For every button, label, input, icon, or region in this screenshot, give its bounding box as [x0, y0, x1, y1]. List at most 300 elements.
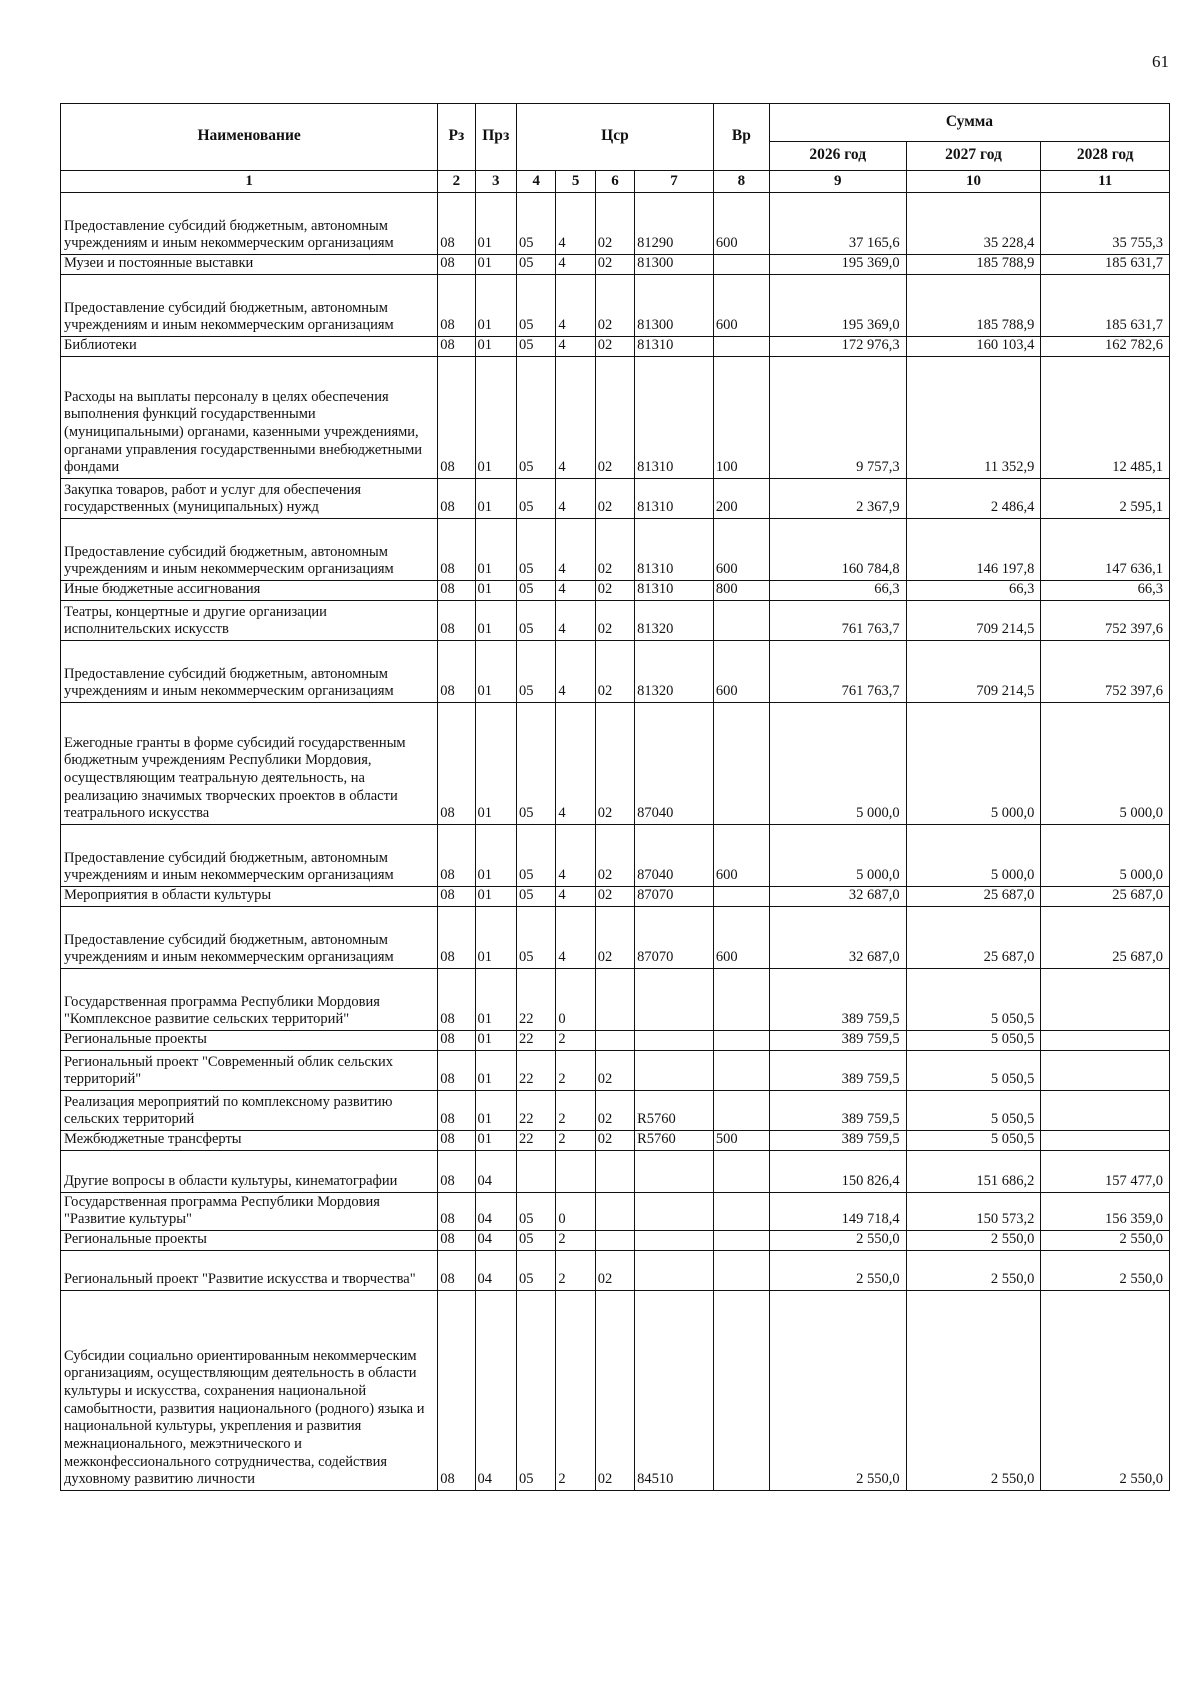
table-row [61, 1031, 1170, 1051]
row-prz: 04 [475, 1291, 516, 1491]
table-row [61, 357, 1170, 479]
row-csr-type: 4 [556, 357, 595, 479]
row-csr-direction [635, 1031, 714, 1051]
row-name: Региональный проект "Развитие искусства и творчества" [61, 1251, 438, 1291]
table-header [61, 104, 1170, 193]
row-name: Реализация мероприятий по комплексному развитию сельских территорий [61, 1091, 438, 1131]
row-csr-subprogram [595, 1193, 634, 1231]
row-csr-program: 05 [517, 519, 556, 581]
row-csr-direction: R5760 [635, 1131, 714, 1151]
row-csr-subprogram: 02 [595, 887, 634, 907]
row-csr-type: 2 [556, 1091, 595, 1131]
column-number: 8 [713, 171, 769, 193]
row-amount-2028: 157 477,0 [1041, 1151, 1170, 1193]
row-rz: 08 [438, 1131, 475, 1151]
row-amount-2026: 2 550,0 [769, 1231, 906, 1251]
row-csr-type: 4 [556, 641, 595, 703]
row-prz: 01 [475, 825, 516, 887]
table-row [61, 1231, 1170, 1251]
row-prz: 01 [475, 1031, 516, 1051]
row-name: Закупка товаров, работ и услуг для обеспечения государственных (муниципальных) нужд [61, 479, 438, 519]
row-prz: 01 [475, 969, 516, 1031]
row-rz: 08 [438, 825, 475, 887]
row-vr [713, 337, 769, 357]
row-csr-type: 2 [556, 1291, 595, 1491]
row-rz: 08 [438, 255, 475, 275]
row-name: Региональные проекты [61, 1031, 438, 1051]
row-name: Предоставление субсидий бюджетным, автономным учреждениям и иным некоммерческим организациям [61, 193, 438, 255]
column-number: 3 [475, 171, 516, 193]
row-name: Межбюджетные трансферты [61, 1131, 438, 1151]
row-prz: 01 [475, 907, 516, 969]
row-amount-2026: 150 826,4 [769, 1151, 906, 1193]
column-number: 10 [906, 171, 1041, 193]
row-csr-type: 2 [556, 1251, 595, 1291]
row-amount-2026: 66,3 [769, 581, 906, 601]
row-amount-2026: 160 784,8 [769, 519, 906, 581]
row-amount-2027: 5 050,5 [906, 1131, 1041, 1151]
row-amount-2028: 35 755,3 [1041, 193, 1170, 255]
row-amount-2027: 709 214,5 [906, 641, 1041, 703]
row-rz: 08 [438, 275, 475, 337]
row-name: Библиотеки [61, 337, 438, 357]
row-rz: 08 [438, 1251, 475, 1291]
row-rz: 08 [438, 581, 475, 601]
row-csr-program: 05 [517, 255, 556, 275]
row-csr-type: 4 [556, 519, 595, 581]
row-amount-2028: 2 550,0 [1041, 1251, 1170, 1291]
row-amount-2027: 5 050,5 [906, 1091, 1041, 1131]
row-amount-2026: 37 165,6 [769, 193, 906, 255]
row-prz: 01 [475, 1091, 516, 1131]
column-number: 6 [595, 171, 634, 193]
row-amount-2027: 185 788,9 [906, 275, 1041, 337]
table-row [61, 641, 1170, 703]
row-vr [713, 1193, 769, 1231]
row-csr-type: 2 [556, 1231, 595, 1251]
row-rz: 08 [438, 1091, 475, 1131]
row-prz: 01 [475, 581, 516, 601]
row-vr: 600 [713, 825, 769, 887]
row-csr-subprogram: 02 [595, 519, 634, 581]
row-amount-2027: 2 486,4 [906, 479, 1041, 519]
row-csr-direction: 81320 [635, 601, 714, 641]
row-csr-program: 05 [517, 337, 556, 357]
row-csr-direction: 81300 [635, 255, 714, 275]
row-prz: 01 [475, 641, 516, 703]
table-row [61, 907, 1170, 969]
row-amount-2027: 25 687,0 [906, 887, 1041, 907]
row-csr-subprogram: 02 [595, 255, 634, 275]
row-csr-direction: 81290 [635, 193, 714, 255]
row-rz: 08 [438, 1151, 475, 1193]
header-prz: Прз [475, 104, 516, 171]
row-prz: 01 [475, 887, 516, 907]
row-amount-2026: 195 369,0 [769, 255, 906, 275]
row-csr-program: 22 [517, 1031, 556, 1051]
row-csr-subprogram: 02 [595, 641, 634, 703]
row-amount-2026: 761 763,7 [769, 601, 906, 641]
row-csr-direction: 81310 [635, 357, 714, 479]
table-row [61, 1131, 1170, 1151]
row-amount-2027: 25 687,0 [906, 907, 1041, 969]
table-row [61, 601, 1170, 641]
row-amount-2026: 2 367,9 [769, 479, 906, 519]
row-amount-2027: 66,3 [906, 581, 1041, 601]
row-amount-2028: 66,3 [1041, 581, 1170, 601]
row-amount-2028: 162 782,6 [1041, 337, 1170, 357]
row-rz: 08 [438, 1051, 475, 1091]
row-csr-program: 22 [517, 1091, 556, 1131]
row-vr [713, 887, 769, 907]
table-body [61, 193, 1170, 1491]
row-prz: 04 [475, 1251, 516, 1291]
row-amount-2026: 32 687,0 [769, 907, 906, 969]
row-prz: 04 [475, 1151, 516, 1193]
row-amount-2026: 389 759,5 [769, 1091, 906, 1131]
row-vr [713, 601, 769, 641]
row-csr-type: 4 [556, 275, 595, 337]
row-csr-subprogram: 02 [595, 1051, 634, 1091]
row-csr-subprogram: 02 [595, 193, 634, 255]
column-number: 2 [438, 171, 475, 193]
row-amount-2027: 160 103,4 [906, 337, 1041, 357]
row-amount-2026: 172 976,3 [769, 337, 906, 357]
row-name: Региональные проекты [61, 1231, 438, 1251]
table-row [61, 703, 1170, 825]
row-amount-2027: 35 228,4 [906, 193, 1041, 255]
table-row [61, 1251, 1170, 1291]
row-prz: 01 [475, 275, 516, 337]
row-amount-2026: 5 000,0 [769, 825, 906, 887]
row-vr [713, 1231, 769, 1251]
row-csr-subprogram [595, 1231, 634, 1251]
row-amount-2027: 151 686,2 [906, 1151, 1041, 1193]
row-amount-2028: 25 687,0 [1041, 907, 1170, 969]
row-amount-2026: 389 759,5 [769, 1131, 906, 1151]
row-csr-type [556, 1151, 595, 1193]
row-csr-direction: 81310 [635, 581, 714, 601]
table-row [61, 1193, 1170, 1231]
column-number: 9 [769, 171, 906, 193]
row-amount-2026: 389 759,5 [769, 1051, 906, 1091]
row-csr-type: 4 [556, 825, 595, 887]
table-row [61, 1291, 1170, 1491]
row-name: Ежегодные гранты в форме субсидий государственным бюджетным учреждениям Республики Мордовия, осуществляющим театральную деятельность, на реализацию значимых творческих проектов в области театрального искусства [61, 703, 438, 825]
row-amount-2028 [1041, 1131, 1170, 1151]
row-vr: 800 [713, 581, 769, 601]
row-amount-2028: 185 631,7 [1041, 255, 1170, 275]
row-vr: 100 [713, 357, 769, 479]
row-csr-program: 05 [517, 825, 556, 887]
row-csr-program: 05 [517, 357, 556, 479]
table-row [61, 969, 1170, 1031]
row-csr-type: 4 [556, 337, 595, 357]
row-csr-type: 4 [556, 479, 595, 519]
row-name: Другие вопросы в области культуры, кинематографии [61, 1151, 438, 1193]
row-amount-2027: 5 050,5 [906, 969, 1041, 1031]
row-csr-type: 4 [556, 193, 595, 255]
row-name: Предоставление субсидий бюджетным, автономным учреждениям и иным некоммерческим организациям [61, 825, 438, 887]
row-amount-2028 [1041, 1051, 1170, 1091]
row-amount-2026: 2 550,0 [769, 1291, 906, 1491]
row-rz: 08 [438, 641, 475, 703]
row-amount-2026: 32 687,0 [769, 887, 906, 907]
table-row [61, 887, 1170, 907]
row-name: Предоставление субсидий бюджетным, автономным учреждениям и иным некоммерческим организациям [61, 275, 438, 337]
row-amount-2027: 2 550,0 [906, 1291, 1041, 1491]
row-csr-direction [635, 1193, 714, 1231]
row-csr-type: 2 [556, 1051, 595, 1091]
row-csr-direction: 84510 [635, 1291, 714, 1491]
row-csr-program: 05 [517, 1251, 556, 1291]
row-name: Субсидии социально ориентированным некоммерческим организациям, осуществляющим деятельность в области культуры и искусства, сохранения национальной самобытности, развития национального (родного) языка и национальной культуры, укрепления и развития межнационального, межэтнического и межконфессионального сотрудничества, содействия духовному развитию личности [61, 1291, 438, 1491]
row-prz: 04 [475, 1231, 516, 1251]
row-csr-subprogram [595, 1031, 634, 1051]
row-csr-type: 0 [556, 969, 595, 1031]
row-csr-subprogram: 02 [595, 581, 634, 601]
row-prz: 01 [475, 601, 516, 641]
row-amount-2028: 2 550,0 [1041, 1291, 1170, 1491]
row-amount-2027: 150 573,2 [906, 1193, 1041, 1231]
table-row [61, 255, 1170, 275]
header-year-2027: 2027 год [906, 142, 1041, 171]
row-csr-program: 22 [517, 1131, 556, 1151]
row-name: Театры, концертные и другие организации исполнительских искусств [61, 601, 438, 641]
row-vr [713, 703, 769, 825]
row-amount-2028: 2 595,1 [1041, 479, 1170, 519]
row-name: Расходы на выплаты персоналу в целях обеспечения выполнения функций государственными (муниципальными) органами, казенными учреждениями, органами управления государственными внебюджетными фондами [61, 357, 438, 479]
row-rz: 08 [438, 1193, 475, 1231]
row-amount-2027: 2 550,0 [906, 1231, 1041, 1251]
row-csr-direction: R5760 [635, 1091, 714, 1131]
row-amount-2026: 149 718,4 [769, 1193, 906, 1231]
row-amount-2028: 752 397,6 [1041, 601, 1170, 641]
row-csr-subprogram: 02 [595, 357, 634, 479]
row-amount-2027: 5 050,5 [906, 1031, 1041, 1051]
row-amount-2026: 9 757,3 [769, 357, 906, 479]
row-csr-direction: 81310 [635, 337, 714, 357]
row-vr [713, 1151, 769, 1193]
row-csr-subprogram: 02 [595, 1091, 634, 1131]
table-row [61, 1091, 1170, 1131]
column-number: 4 [517, 171, 556, 193]
row-amount-2028 [1041, 1091, 1170, 1131]
row-amount-2026: 389 759,5 [769, 969, 906, 1031]
row-csr-program: 22 [517, 969, 556, 1031]
table-row [61, 337, 1170, 357]
row-prz: 01 [475, 1131, 516, 1151]
row-csr-program: 05 [517, 1193, 556, 1231]
row-prz: 01 [475, 519, 516, 581]
header-year-2026: 2026 год [769, 142, 906, 171]
row-csr-program: 05 [517, 1231, 556, 1251]
row-csr-subprogram: 02 [595, 703, 634, 825]
row-csr-subprogram: 02 [595, 1251, 634, 1291]
column-number: 1 [61, 171, 438, 193]
row-csr-program: 22 [517, 1051, 556, 1091]
row-csr-direction: 81310 [635, 479, 714, 519]
row-vr [713, 255, 769, 275]
row-vr [713, 1091, 769, 1131]
row-amount-2027: 185 788,9 [906, 255, 1041, 275]
row-prz: 04 [475, 1193, 516, 1231]
row-csr-subprogram [595, 969, 634, 1031]
row-csr-program: 05 [517, 1291, 556, 1491]
row-vr: 600 [713, 193, 769, 255]
header-rz: Рз [438, 104, 475, 171]
row-vr: 600 [713, 275, 769, 337]
row-name: Мероприятия в области культуры [61, 887, 438, 907]
row-csr-direction: 87070 [635, 907, 714, 969]
row-amount-2028: 156 359,0 [1041, 1193, 1170, 1231]
row-vr [713, 1291, 769, 1491]
row-amount-2028 [1041, 1031, 1170, 1051]
row-csr-subprogram: 02 [595, 479, 634, 519]
row-csr-subprogram: 02 [595, 907, 634, 969]
table-row [61, 275, 1170, 337]
row-amount-2026: 5 000,0 [769, 703, 906, 825]
row-amount-2027: 2 550,0 [906, 1251, 1041, 1291]
row-amount-2028: 12 485,1 [1041, 357, 1170, 479]
table-row [61, 581, 1170, 601]
row-csr-subprogram: 02 [595, 275, 634, 337]
row-amount-2028: 752 397,6 [1041, 641, 1170, 703]
row-csr-type: 0 [556, 1193, 595, 1231]
row-amount-2027: 11 352,9 [906, 357, 1041, 479]
budget-table [60, 103, 1170, 1491]
row-csr-type: 2 [556, 1031, 595, 1051]
header-year-2028: 2028 год [1041, 142, 1170, 171]
row-csr-program: 05 [517, 887, 556, 907]
row-prz: 01 [475, 479, 516, 519]
row-vr: 600 [713, 519, 769, 581]
column-number: 11 [1041, 171, 1170, 193]
row-rz: 08 [438, 1031, 475, 1051]
row-amount-2028: 147 636,1 [1041, 519, 1170, 581]
row-csr-direction: 81320 [635, 641, 714, 703]
row-csr-program: 05 [517, 641, 556, 703]
row-rz: 08 [438, 601, 475, 641]
row-amount-2028: 5 000,0 [1041, 703, 1170, 825]
row-amount-2026: 2 550,0 [769, 1251, 906, 1291]
table-row [61, 519, 1170, 581]
row-amount-2026: 389 759,5 [769, 1031, 906, 1051]
row-csr-direction [635, 1151, 714, 1193]
row-rz: 08 [438, 519, 475, 581]
row-vr [713, 969, 769, 1031]
header-name: Наименование [61, 104, 438, 171]
row-rz: 08 [438, 337, 475, 357]
table-row [61, 479, 1170, 519]
row-csr-subprogram: 02 [595, 1291, 634, 1491]
row-name: Музеи и постоянные выставки [61, 255, 438, 275]
row-name: Государственная программа Республики Мордовия "Развитие культуры" [61, 1193, 438, 1231]
row-prz: 01 [475, 193, 516, 255]
row-csr-subprogram [595, 1151, 634, 1193]
header-vr: Вр [713, 104, 769, 171]
row-csr-subprogram: 02 [595, 337, 634, 357]
row-csr-subprogram: 02 [595, 1131, 634, 1151]
row-csr-program: 05 [517, 907, 556, 969]
row-csr-program: 05 [517, 479, 556, 519]
row-prz: 01 [475, 357, 516, 479]
row-vr [713, 1051, 769, 1091]
row-rz: 08 [438, 887, 475, 907]
row-amount-2028 [1041, 969, 1170, 1031]
row-amount-2026: 195 369,0 [769, 275, 906, 337]
row-rz: 08 [438, 357, 475, 479]
row-csr-program: 05 [517, 601, 556, 641]
header-csr: Цср [517, 104, 714, 171]
row-amount-2027: 5 000,0 [906, 825, 1041, 887]
row-csr-type: 4 [556, 255, 595, 275]
row-amount-2027: 5 000,0 [906, 703, 1041, 825]
row-csr-type: 4 [556, 601, 595, 641]
header-sum: Сумма [769, 104, 1169, 142]
row-rz: 08 [438, 193, 475, 255]
column-number: 5 [556, 171, 595, 193]
row-csr-direction: 81300 [635, 275, 714, 337]
row-csr-program: 05 [517, 193, 556, 255]
row-rz: 08 [438, 907, 475, 969]
row-csr-direction [635, 1051, 714, 1091]
row-csr-direction: 87040 [635, 703, 714, 825]
row-amount-2028: 185 631,7 [1041, 275, 1170, 337]
row-prz: 01 [475, 1051, 516, 1091]
row-csr-subprogram: 02 [595, 601, 634, 641]
row-csr-direction [635, 1251, 714, 1291]
row-vr: 600 [713, 907, 769, 969]
row-name: Региональный проект "Современный облик сельских территорий" [61, 1051, 438, 1091]
row-amount-2026: 761 763,7 [769, 641, 906, 703]
table-row [61, 1151, 1170, 1193]
row-csr-type: 2 [556, 1131, 595, 1151]
row-csr-program: 05 [517, 703, 556, 825]
row-rz: 08 [438, 703, 475, 825]
row-amount-2027: 5 050,5 [906, 1051, 1041, 1091]
row-vr: 500 [713, 1131, 769, 1151]
row-vr [713, 1251, 769, 1291]
row-prz: 01 [475, 337, 516, 357]
row-amount-2027: 709 214,5 [906, 601, 1041, 641]
row-rz: 08 [438, 1231, 475, 1251]
row-csr-type: 4 [556, 581, 595, 601]
table-row [61, 825, 1170, 887]
page-number: 61 [1152, 52, 1169, 71]
row-prz: 01 [475, 703, 516, 825]
row-csr-direction: 87040 [635, 825, 714, 887]
row-vr [713, 1031, 769, 1051]
row-csr-program [517, 1151, 556, 1193]
row-csr-type: 4 [556, 703, 595, 825]
row-csr-program: 05 [517, 275, 556, 337]
row-csr-direction [635, 1231, 714, 1251]
row-name: Предоставление субсидий бюджетным, автономным учреждениям и иным некоммерческим организациям [61, 641, 438, 703]
table-row [61, 1051, 1170, 1091]
column-number: 7 [635, 171, 714, 193]
row-amount-2027: 146 197,8 [906, 519, 1041, 581]
row-csr-program: 05 [517, 581, 556, 601]
row-name: Предоставление субсидий бюджетным, автономным учреждениям и иным некоммерческим организациям [61, 907, 438, 969]
row-amount-2028: 25 687,0 [1041, 887, 1170, 907]
row-name: Предоставление субсидий бюджетным, автономным учреждениям и иным некоммерческим организациям [61, 519, 438, 581]
row-csr-subprogram: 02 [595, 825, 634, 887]
row-csr-direction [635, 969, 714, 1031]
row-name: Государственная программа Республики Мордовия "Комплексное развитие сельских территорий" [61, 969, 438, 1031]
row-amount-2028: 2 550,0 [1041, 1231, 1170, 1251]
row-csr-type: 4 [556, 907, 595, 969]
